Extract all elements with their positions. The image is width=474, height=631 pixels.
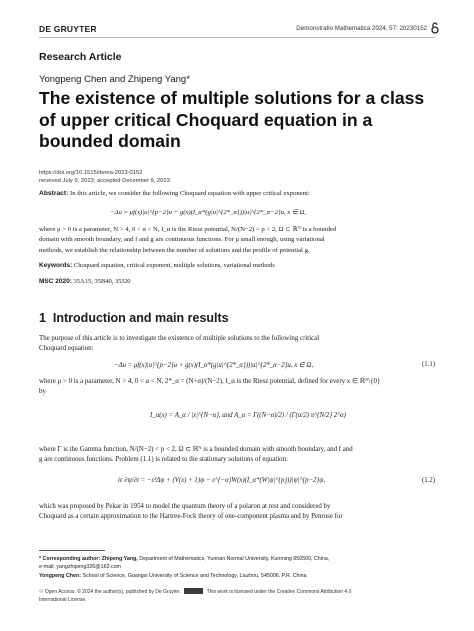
second-author-label: Yongpeng Chen: bbox=[39, 573, 81, 579]
abstract-label: Abstract: bbox=[39, 190, 69, 197]
intro-paragraph-1 bbox=[39, 334, 435, 355]
license-notice bbox=[39, 588, 439, 604]
msc-label: MSC 2020: bbox=[39, 278, 72, 285]
msc-text: 35A15, 35B40, 35J20 bbox=[73, 278, 131, 285]
intro-paragraph-2 bbox=[39, 377, 435, 398]
intro-paragraph-3 bbox=[39, 445, 435, 466]
journal-reference: Demonstratio Mathematica 2024; 57: 20230152 bbox=[296, 25, 427, 32]
riesz-potential-formula: I_α(x) = A_α / |x|^{N−α}, and A_α = Γ((N−α)/2) / (Γ(α/2) π^{N/2} 2^α) bbox=[150, 412, 346, 419]
text-line: g are continuous functions. Problem (1.1) is related to the stationary solutions of equation: bbox=[39, 456, 288, 464]
license-text-1b: This work is licensed under the Creative Commons Attribution 4.0 bbox=[206, 589, 352, 595]
text-line: Choquard as a certain approximation to the Hartree-Fock theory of one-component plasma and by Penrose for bbox=[39, 513, 343, 521]
received-accepted-dates: received July 9, 2023; accepted December 9, 2023 bbox=[39, 178, 170, 184]
publisher-logo: DE GRUYTER bbox=[39, 24, 97, 34]
text-line: by bbox=[39, 388, 46, 396]
abstract-line-2: domain with smooth boundary, and f and g are continuous functions. For μ small enough, using variational bbox=[39, 236, 325, 244]
keywords-label: Keywords: bbox=[39, 262, 73, 269]
text-line: Choquard equation: bbox=[39, 345, 94, 353]
text-line: where Γ is the Gamma function, N/(N−2) < p < 2, Ω ⊂ ℝᴺ is a bounded domain with smooth boundary, and f and bbox=[39, 446, 353, 453]
abstract bbox=[39, 189, 435, 199]
corresponding-author-note bbox=[39, 556, 439, 562]
abstract-formula: −Δu = μf(x)|u|^{p−2}u + g(x)(I_α*(g|u|^{2*_α}))|u|^{2*_α−2}u, x ∈ Ω, bbox=[110, 209, 306, 216]
equation-1-1: −Δu = μf(x)|u|^{p−2}u + g(x)(I_α*(g|u|^{2*_α}))|u|^{2*_α−2}u, x ∈ Ω, bbox=[114, 362, 314, 369]
header-divider bbox=[39, 37, 435, 38]
keywords bbox=[39, 262, 275, 269]
equation-number-1-2: (1.2) bbox=[421, 477, 435, 484]
text-line: which was proposed by Pekar in 1954 to model the quantum theory of a polaron at rest and considered by bbox=[39, 503, 331, 510]
abstract-body bbox=[39, 225, 435, 256]
open-access-small-icon: ☉ bbox=[39, 589, 44, 595]
open-access-icon bbox=[430, 22, 440, 34]
doi-link[interactable]: https://doi.org/10.1515/dema-2023-0152 bbox=[39, 170, 143, 176]
cc-by-badge-icon[interactable] bbox=[184, 588, 203, 594]
equation-1-2: iε ∂ψ/∂t = −ε²Δψ + (V(x) + 1)ψ − ε^{−α}W(x)(I_α*(W|ψ|^{p}))|ψ|^{p−2}ψ, bbox=[118, 477, 326, 484]
author-list: Yongpeng Chen and Zhipeng Yang* bbox=[39, 74, 190, 85]
section-number: 1 bbox=[39, 311, 46, 325]
second-author-affiliation: School of Science, Guangxi University of Science and Technology, Liuzhou, 545006, P.R. China bbox=[82, 573, 307, 579]
abstract-line-3: methods, we establish the relationship between the number of solutions and the profile of potential g. bbox=[39, 246, 310, 254]
abstract-line-1: where μ > 0 is a parameter, N > 4, 0 < α < N, I_α is the Riesz potential, N/(N−2) < p < 2, Ω ⊂ ℝᴺ is a bounded bbox=[39, 226, 337, 233]
msc-codes bbox=[39, 278, 131, 285]
equation-number-1-1: (1.1) bbox=[421, 361, 435, 368]
author-email[interactable]: e-mail: yangzhipeng326@163.com bbox=[39, 564, 121, 570]
license-text-1: Open Access. © 2024 the author(s), published by De Gruyter. bbox=[44, 589, 181, 595]
text-line: where μ > 0 is a parameter, N > 4, 0 < α < N, 2*_α = (N+α)/(N−2), I_α is the Riesz potential, defined for every x ∈ ℝᴺ\{0} bbox=[39, 378, 381, 385]
corresponding-author-label: * Corresponding author: Zhipeng Yang, bbox=[39, 556, 138, 562]
second-author-note bbox=[39, 573, 439, 579]
section-title: Introduction and main results bbox=[52, 311, 229, 325]
abstract-intro: In this article, we consider the following Choquard equation with upper critical exponent: bbox=[70, 190, 310, 197]
article-type: Research Article bbox=[39, 51, 122, 63]
section-heading bbox=[39, 311, 229, 325]
corresponding-author-affiliation: Department of Mathematics, Yunnan Normal University, Kunming 650500, China, bbox=[139, 556, 330, 562]
text-line: The purpose of this article is to investigate the existence of multiple solutions to the following critical bbox=[39, 335, 320, 342]
footnote-divider bbox=[39, 550, 105, 551]
intro-paragraph-4 bbox=[39, 502, 435, 523]
license-text-2: International License. bbox=[39, 596, 87, 603]
keywords-text: Choquard equation, critical exponent, multiple solutions, variational methods bbox=[73, 262, 275, 269]
article-title: The existence of multiple solutions for a class of upper critical Choquard equation in a bounded domain bbox=[39, 88, 425, 151]
